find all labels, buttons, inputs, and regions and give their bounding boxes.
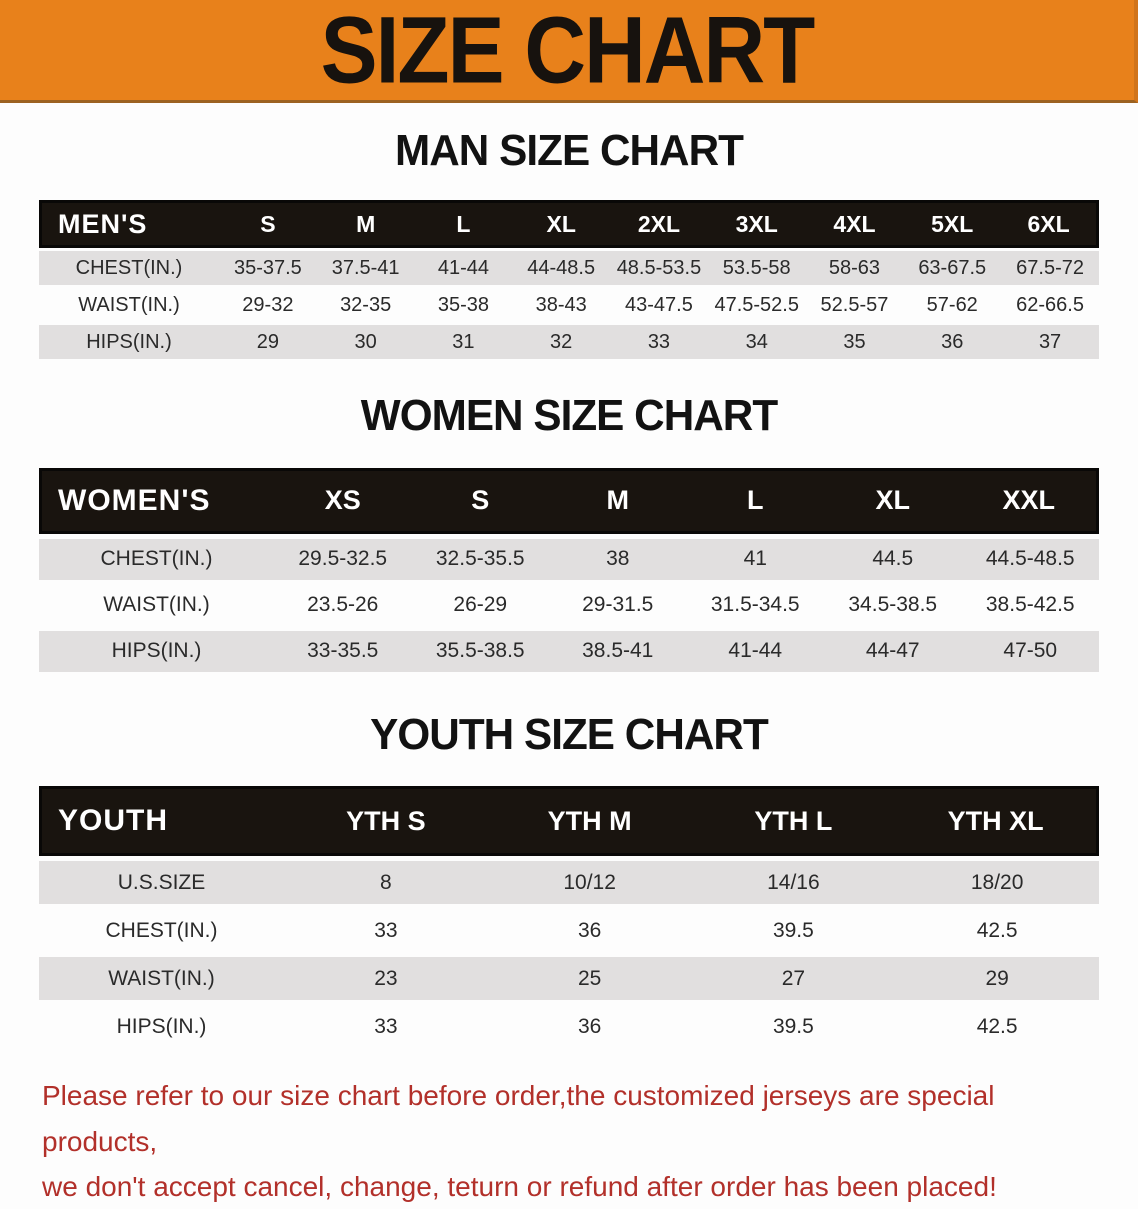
size-table-body <box>39 861 1099 1048</box>
size-value-cell: 44.5-48.5 <box>962 539 1100 580</box>
table-row <box>39 325 1099 359</box>
size-value-cell: 14/16 <box>692 861 896 904</box>
size-column-header: L <box>415 200 513 248</box>
size-value-cell: 18/20 <box>895 861 1099 904</box>
table-row <box>39 288 1099 322</box>
size-value-cell: 48.5-53.5 <box>610 251 708 285</box>
size-value-cell: 44-47 <box>824 631 962 672</box>
size-column-header: XL <box>824 468 962 534</box>
size-column-header: 6XL <box>1001 200 1099 248</box>
section-youth <box>0 711 1138 1053</box>
size-header-row <box>39 468 1099 534</box>
size-header-row <box>39 786 1099 856</box>
size-value-cell: 37.5-41 <box>317 251 415 285</box>
size-column-header: M <box>549 468 687 534</box>
size-column-header: XL <box>512 200 610 248</box>
row-label: HIPS(IN.) <box>39 1005 284 1048</box>
size-value-cell: 33-35.5 <box>274 631 412 672</box>
size-table <box>39 463 1099 677</box>
size-column-header: 4XL <box>806 200 904 248</box>
size-value-cell: 36 <box>488 1005 692 1048</box>
size-value-cell: 62-66.5 <box>1001 288 1099 322</box>
size-value-cell: 32.5-35.5 <box>412 539 550 580</box>
size-value-cell: 35 <box>806 325 904 359</box>
row-label: WAIST(IN.) <box>39 957 284 1000</box>
section-heading-women: WOMEN SIZE CHART <box>360 391 778 441</box>
size-value-cell: 38.5-42.5 <box>962 585 1100 626</box>
size-value-cell: 37 <box>1001 325 1099 359</box>
row-label: WAIST(IN.) <box>39 288 219 322</box>
size-value-cell: 29.5-32.5 <box>274 539 412 580</box>
row-label: CHEST(IN.) <box>39 909 284 952</box>
size-table-head <box>39 200 1099 248</box>
youth-size-table-wrap <box>0 781 1138 1053</box>
size-value-cell: 33 <box>284 909 488 952</box>
size-value-cell: 29 <box>895 957 1099 1000</box>
notice-line-1: Please refer to our size chart before order,the customized jerseys are special products, <box>42 1080 995 1157</box>
size-value-cell: 67.5-72 <box>1001 251 1099 285</box>
size-value-cell: 33 <box>610 325 708 359</box>
size-column-header: XS <box>274 468 412 534</box>
size-value-cell: 53.5-58 <box>708 251 806 285</box>
size-value-cell: 34.5-38.5 <box>824 585 962 626</box>
size-value-cell: 25 <box>488 957 692 1000</box>
men-size-table-wrap <box>0 197 1138 362</box>
refund-notice <box>42 1073 1108 1209</box>
size-column-header: 5XL <box>903 200 1001 248</box>
size-column-header: 2XL <box>610 200 708 248</box>
row-label: HIPS(IN.) <box>39 631 274 672</box>
banner <box>0 0 1138 103</box>
size-column-header: S <box>412 468 550 534</box>
size-value-cell: 41 <box>687 539 825 580</box>
size-value-cell: 34 <box>708 325 806 359</box>
banner-title: SIZE CHART <box>320 0 814 103</box>
section-men <box>0 127 1138 362</box>
size-column-header: YTH S <box>284 786 488 856</box>
size-header-row <box>39 200 1099 248</box>
section-heading-youth: YOUTH SIZE CHART <box>370 709 768 759</box>
size-value-cell: 36 <box>903 325 1001 359</box>
size-value-cell: 42.5 <box>895 1005 1099 1048</box>
size-value-cell: 47.5-52.5 <box>708 288 806 322</box>
size-table <box>39 781 1099 1053</box>
size-value-cell: 35-37.5 <box>219 251 317 285</box>
size-value-cell: 41-44 <box>415 251 513 285</box>
size-value-cell: 29-32 <box>219 288 317 322</box>
size-value-cell: 39.5 <box>692 1005 896 1048</box>
size-value-cell: 38.5-41 <box>549 631 687 672</box>
size-table-head <box>39 786 1099 856</box>
row-label: CHEST(IN.) <box>39 539 274 580</box>
size-value-cell: 32-35 <box>317 288 415 322</box>
table-row <box>39 957 1099 1000</box>
size-value-cell: 36 <box>488 909 692 952</box>
size-table-body <box>39 539 1099 672</box>
size-value-cell: 57-62 <box>903 288 1001 322</box>
size-value-cell: 23.5-26 <box>274 585 412 626</box>
size-value-cell: 44-48.5 <box>512 251 610 285</box>
notice-line-2: we don't accept cancel, change, teturn or refund after order has been placed! <box>42 1170 997 1202</box>
size-value-cell: 8 <box>284 861 488 904</box>
size-value-cell: 26-29 <box>412 585 550 626</box>
size-column-header: M <box>317 200 415 248</box>
section-heading-men: MAN SIZE CHART <box>395 126 743 175</box>
size-value-cell: 30 <box>317 325 415 359</box>
table-row <box>39 251 1099 285</box>
size-value-cell: 39.5 <box>692 909 896 952</box>
group-label: WOMEN'S <box>39 468 274 534</box>
group-label: YOUTH <box>39 786 284 856</box>
section-women <box>0 392 1138 676</box>
size-value-cell: 63-67.5 <box>903 251 1001 285</box>
table-row <box>39 909 1099 952</box>
size-value-cell: 47-50 <box>962 631 1100 672</box>
women-size-table-wrap <box>0 463 1138 677</box>
size-value-cell: 35-38 <box>415 288 513 322</box>
size-value-cell: 38 <box>549 539 687 580</box>
size-value-cell: 41-44 <box>687 631 825 672</box>
size-value-cell: 31 <box>415 325 513 359</box>
table-row <box>39 585 1099 626</box>
size-column-header: 3XL <box>708 200 806 248</box>
size-column-header: XXL <box>962 468 1100 534</box>
size-value-cell: 29-31.5 <box>549 585 687 626</box>
size-value-cell: 42.5 <box>895 909 1099 952</box>
size-value-cell: 43-47.5 <box>610 288 708 322</box>
size-value-cell: 33 <box>284 1005 488 1048</box>
size-value-cell: 52.5-57 <box>806 288 904 322</box>
size-value-cell: 23 <box>284 957 488 1000</box>
size-column-header: L <box>687 468 825 534</box>
row-label: HIPS(IN.) <box>39 325 219 359</box>
size-value-cell: 35.5-38.5 <box>412 631 550 672</box>
row-label: CHEST(IN.) <box>39 251 219 285</box>
size-value-cell: 32 <box>512 325 610 359</box>
table-row <box>39 861 1099 904</box>
row-label: U.S.SIZE <box>39 861 284 904</box>
table-row <box>39 539 1099 580</box>
size-column-header: YTH M <box>488 786 692 856</box>
size-value-cell: 10/12 <box>488 861 692 904</box>
size-column-header: YTH XL <box>895 786 1099 856</box>
table-row <box>39 1005 1099 1048</box>
size-value-cell: 31.5-34.5 <box>687 585 825 626</box>
size-value-cell: 38-43 <box>512 288 610 322</box>
size-table-head <box>39 468 1099 534</box>
size-value-cell: 58-63 <box>806 251 904 285</box>
size-table-body <box>39 251 1099 359</box>
size-value-cell: 44.5 <box>824 539 962 580</box>
size-column-header: YTH L <box>692 786 896 856</box>
size-column-header: S <box>219 200 317 248</box>
size-value-cell: 29 <box>219 325 317 359</box>
size-value-cell: 27 <box>692 957 896 1000</box>
table-row <box>39 631 1099 672</box>
group-label: MEN'S <box>39 200 219 248</box>
size-table <box>39 197 1099 362</box>
row-label: WAIST(IN.) <box>39 585 274 626</box>
